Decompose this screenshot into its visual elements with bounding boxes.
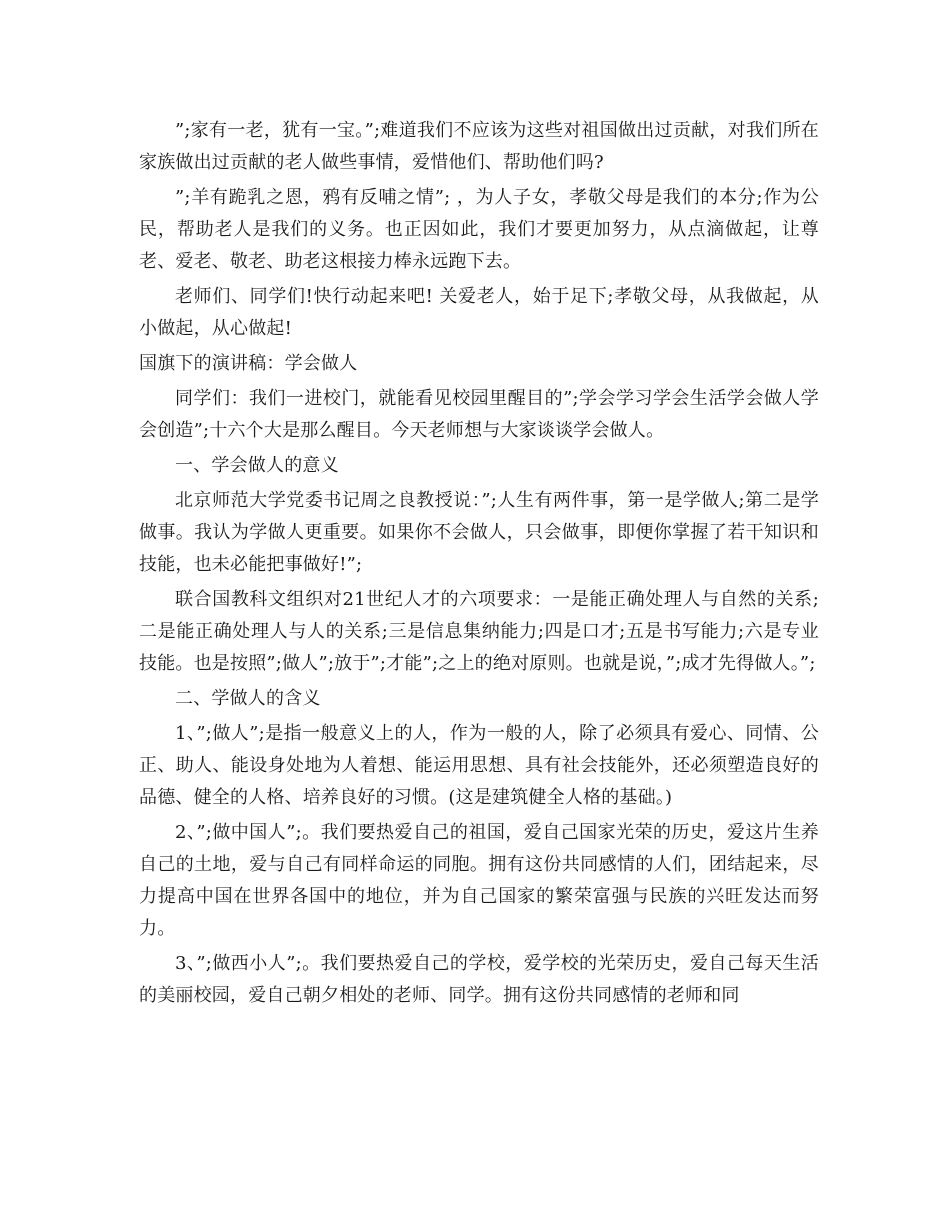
paragraph-2: ”;羊有跪乳之恩，鸦有反哺之情”; ，为人子女，孝敬父母是我们的本分;作为公民，帮助老人是我们的义务。也正因如此，我们才要更加努力，从点滴做起，让尊老、爱老、敬老、助老这根接力棒永远跑下去。 (139, 187, 819, 272)
paragraph-3: 老师们、同学们!快行动起来吧! 关爱老人，始于足下;孝敬父母，从我做起，从小做起，从心做起! (139, 286, 819, 339)
paragraph-5: 同学们：我们一进校门，就能看见校园里醒目的”;学会学习学会生活学会做人学会创造”;十六个大是那么醒目。今天老师想与大家谈谈学会做人。 (139, 388, 819, 441)
paragraph-8: 联合国教科文组织对21世纪人才的六项要求：一是能正确处理人与自然的关系;二是能正确处理人与人的关系;三是信息集纳能力;四是口才;五是书写能力;六是专业技能。也是按照”;做人”;放于”;才能”;之上的绝对原则。也就是说，”;成才先得做人。”; (139, 589, 819, 674)
paragraph-11: 2、”;做中国人”;。我们要热爱自己的祖国，爱自己国家光荣的历史，爱这片生养自己的土地，爱与自己有同样命运的同胞。拥有这份共同感情的人们，团结起来，尽力提高中国在世界各国中的地位，并为自己国家的繁荣富强与民族的兴旺发达而努力。 (139, 822, 819, 939)
paragraph-1: ”;家有一老，犹有一宝。”;难道我们不应该为这些对祖国做出过贡献，对我们所在家族做出过贡献的老人做些事情，爱惜他们、帮助他们吗? (139, 120, 819, 173)
section-title: 国旗下的演讲稿：学会做人 (139, 353, 358, 374)
document-body (139, 115, 819, 1015)
paragraph-10: 1、”;做人”;是指一般意义上的人，作为一般的人，除了必须具有爱心、同情、公正、助人、能设身处地为人着想、能运用思想、具有社会技能外，还必须塑造良好的品德、健全的人格、培养良好的习惯。(这是建筑健全人格的基础。) (139, 723, 819, 808)
heading-meaning: 一、学会做人的意义 (175, 455, 339, 476)
heading-definition: 二、学做人的含义 (175, 688, 321, 709)
paragraph-12: 3、”;做西小人”;。我们要热爱自己的学校，爱学校的光荣历史，爱自己每天生活的美丽校园，爱自己朝夕相处的老师、同学。拥有这份共同感情的老师和同 (139, 953, 819, 1006)
paragraph-7: 北京师范大学党委书记周之良教授说：”;人生有两件事，第一是学做人;第二是学做事。我认为学做人更重要。如果你不会做人，只会做事，即便你掌握了若干知识和技能，也未必能把事做好!”; (139, 490, 819, 575)
